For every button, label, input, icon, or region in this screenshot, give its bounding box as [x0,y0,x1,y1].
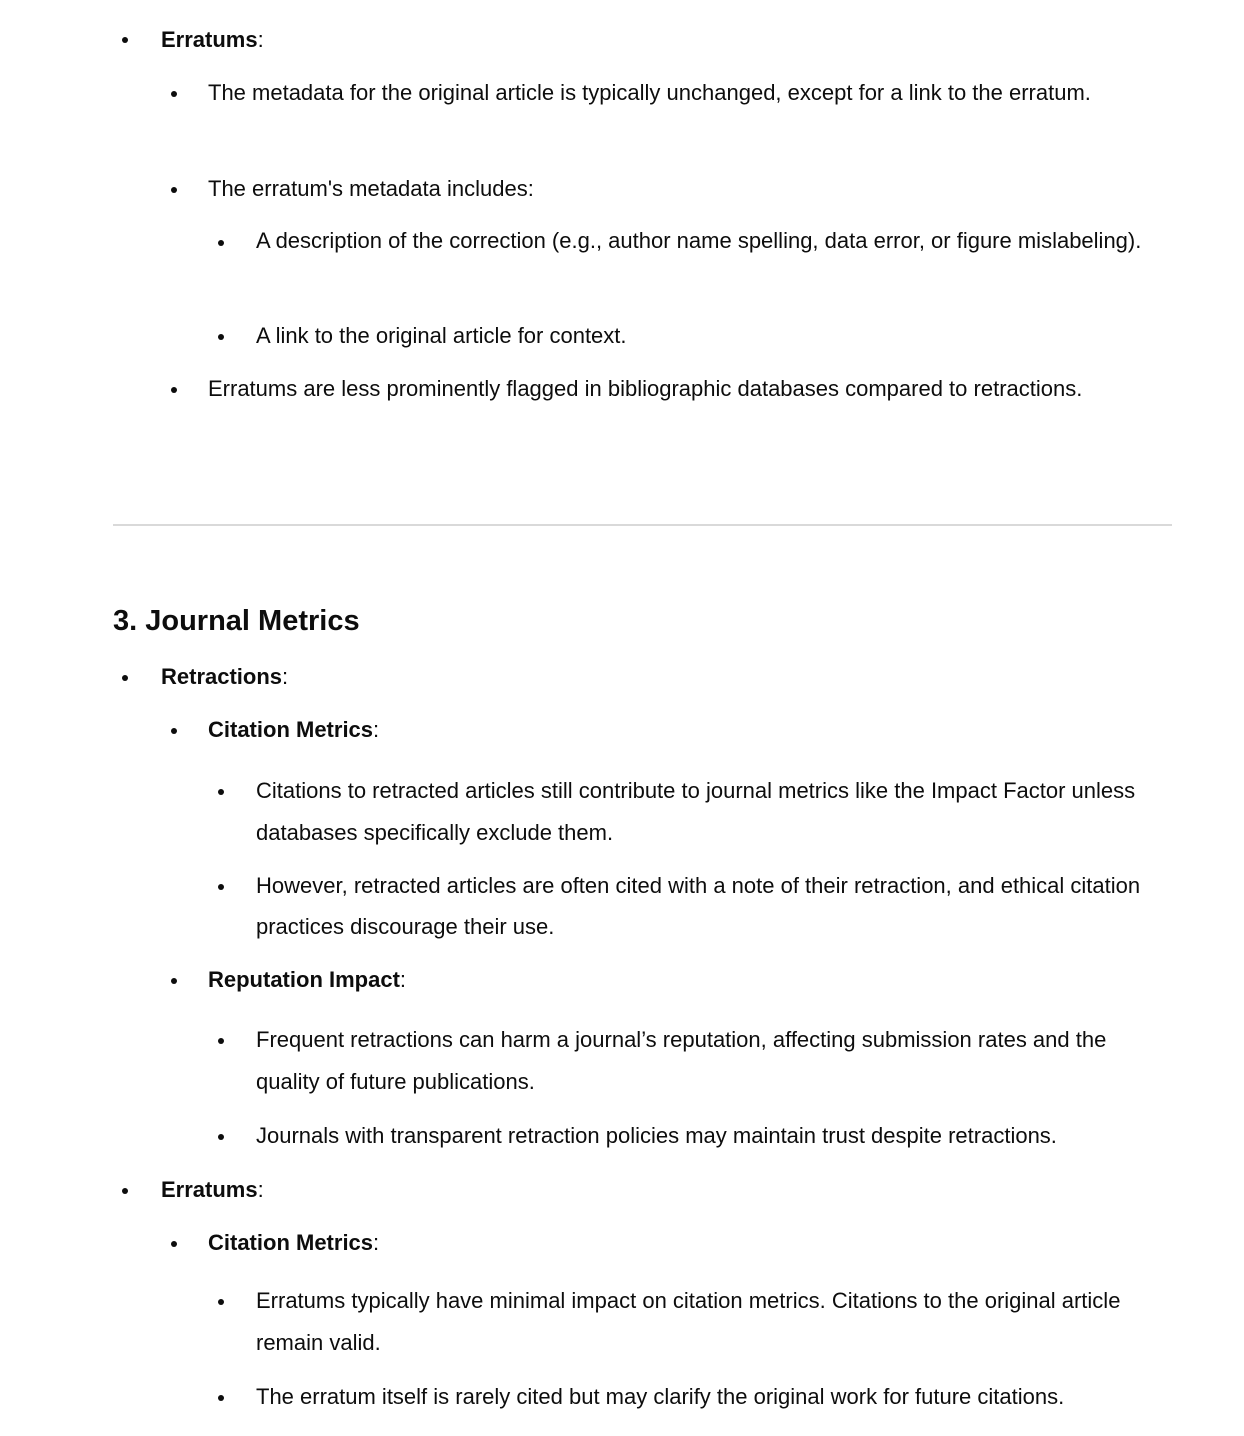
list-item-label: Erratums [161,27,258,52]
bullet-icon [171,728,177,734]
list-item: The metadata for the original article is typically unchanged, except for a link to the erratum. [208,80,1091,105]
list-item-erratums: Erratums: [161,27,264,52]
section-divider [113,524,1172,526]
bullet-icon [171,1241,177,1247]
bullet-icon [171,387,177,393]
list-item-erratums: Erratums: [161,1177,264,1202]
list-item-label: Retractions [161,664,283,689]
bullet-icon [218,1299,224,1305]
list-item: Erratums are less prominently flagged in bibliographic databases compared to retractions. [208,376,1083,401]
bullet-icon [122,675,128,681]
list-item-label: Reputation Impact [208,967,400,992]
bullet-icon [218,789,224,795]
list-item: A link to the original article for context. [256,323,627,348]
bullet-icon [122,1188,128,1194]
list-item: The erratum's metadata includes: [208,176,534,201]
list-item: Frequent retractions can harm a journal’s reputation, affecting submission rates and the quality of future publications. [256,1027,1107,1094]
bullet-icon [218,240,224,246]
bullet-icon [218,334,224,340]
bullet-icon [218,1395,224,1401]
list-item-reputation-impact: Reputation Impact: [208,967,407,992]
bullet-icon [171,187,177,193]
list-item-citation-metrics: Citation Metrics: [208,1230,380,1255]
bullet-icon [122,37,128,43]
list-item: Journals with transparent retraction policies may maintain trust despite retractions. [256,1123,1057,1148]
list-item: Citations to retracted articles still contribute to journal metrics like the Impact Factor unless databases specifically exclude them. [256,778,1136,845]
list-item-label: Citation Metrics [208,717,374,742]
list-item-label: Citation Metrics [208,1230,374,1255]
list-item-citation-metrics: Citation Metrics: [208,717,380,742]
bullet-icon [171,978,177,984]
section-heading: 3. Journal Metrics [113,605,360,637]
list-item: Erratums typically have minimal impact on citation metrics. Citations to the original article remain valid. [256,1288,1121,1355]
bullet-icon [171,91,177,97]
bullet-icon [218,1038,224,1044]
list-item: A description of the correction (e.g., author name spelling, data error, or figure mislabeling). [256,228,1142,253]
list-item-retractions: Retractions: [161,664,289,689]
list-item: The erratum itself is rarely cited but may clarify the original work for future citations. [256,1384,1065,1409]
list-item-label: Erratums [161,1177,258,1202]
bullet-icon [218,884,224,890]
list-item: However, retracted articles are often cited with a note of their retraction, and ethical citation practices discourage their use. [256,873,1141,939]
bullet-icon [218,1134,224,1140]
